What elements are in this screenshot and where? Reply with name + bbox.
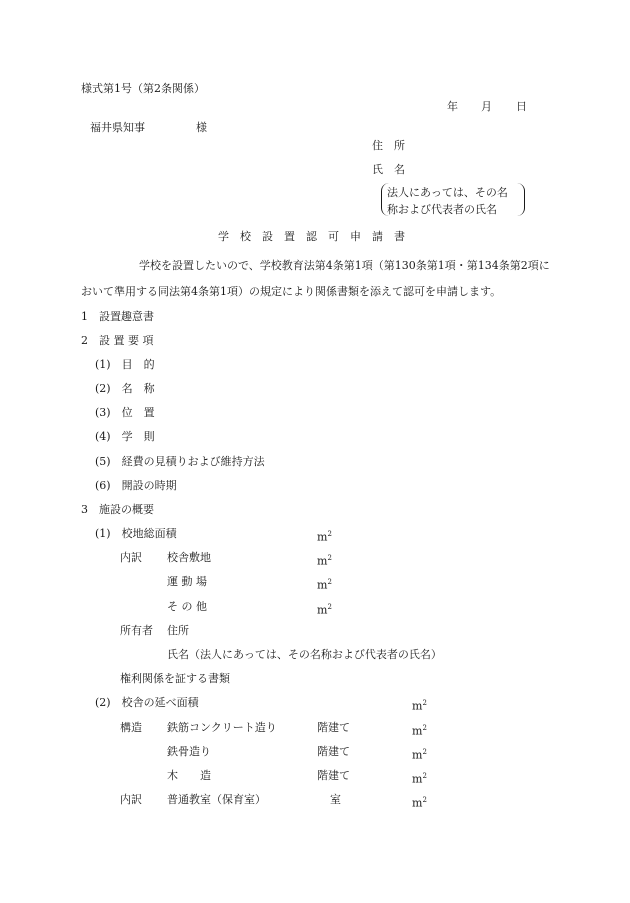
rights-documents: 権利関係を証する書類 [120, 672, 230, 685]
unit-sq-meter [412, 721, 427, 739]
unit-sq-meter [412, 745, 427, 763]
unit-sq-meter [317, 575, 332, 593]
unit-exp: 2 [422, 699, 427, 707]
unit-m: m [317, 578, 328, 592]
unit-sq-meter [412, 769, 427, 787]
date-month-label: 月 [481, 100, 492, 113]
unit-exp: 2 [327, 603, 332, 611]
recipient: 福井県知事 [90, 121, 145, 134]
name-label: 氏 名 [372, 163, 405, 176]
section-2-item-4: (4) 学 則 [95, 430, 155, 443]
section-1: 1 設置趣意書 [81, 310, 154, 323]
unit-m: m [317, 603, 328, 617]
unit-sq-meter [412, 793, 427, 811]
section-2: 2 設 置 要 項 [81, 334, 154, 347]
section-2-item-2: (2) 名 称 [95, 382, 155, 395]
owner-label: 所有者 [120, 624, 153, 637]
other-area: そ の 他 [167, 600, 207, 613]
structure-steel: 鉄骨造り [167, 745, 211, 758]
corporate-note-line2: 称および代表者の氏名 [387, 203, 497, 216]
unit-sq-meter [317, 527, 332, 545]
unit-sq-meter [317, 551, 332, 569]
classroom-label: 普通教室（保育室） [167, 793, 266, 806]
sports-ground: 運 動 場 [167, 575, 207, 588]
unit-m: m [317, 554, 328, 568]
unit-exp: 2 [327, 578, 332, 586]
unit-exp: 2 [422, 796, 427, 804]
site-breakdown-label: 内訳 [120, 551, 142, 564]
unit-exp: 2 [327, 530, 332, 538]
unit-m: m [412, 699, 423, 713]
unit-exp: 2 [422, 772, 427, 780]
body-line-2: おいて準用する同法第4条第1項）の規定により関係書類を添えて認可を申請します。 [81, 285, 502, 298]
owner-name-label: 氏名（法人にあっては、その名称および代表者の氏名） [167, 648, 442, 661]
section-3: 3 施設の概要 [81, 503, 154, 516]
section-3-item-2: (2) 校舎の延べ面積 [95, 696, 199, 709]
unit-m: m [412, 796, 423, 810]
floors-label: 階建て [317, 745, 350, 758]
recipient-honorific: 様 [196, 121, 207, 134]
date-day-label: 日 [516, 100, 527, 113]
unit-m: m [317, 530, 328, 544]
structure-wood: 木 造 [167, 769, 211, 782]
address-label: 住 所 [372, 139, 405, 152]
unit-exp: 2 [422, 724, 427, 732]
date-year-label: 年 [447, 100, 458, 113]
unit-sq-meter [317, 600, 332, 618]
unit-m: m [412, 772, 423, 786]
form-number: 様式第1号（第2条関係） [81, 82, 205, 95]
unit-m: m [412, 724, 423, 738]
owner-address-label: 住所 [167, 624, 189, 637]
corporate-note-line1: 法人にあっては、その名 [387, 186, 508, 199]
section-2-item-6: (6) 開設の時期 [95, 479, 177, 492]
document-title: 学 校 設 置 認 可 申 請 書 [218, 230, 405, 243]
floors-label: 階建て [317, 721, 350, 734]
school-building-site: 校舎敷地 [167, 551, 211, 564]
body-line-1: 学校を設置したいので、学校教育法第4条第1項（第130条第1項・第134条第2項に [139, 259, 550, 272]
section-2-item-3: (3) 位 置 [95, 406, 155, 419]
unit-exp: 2 [422, 748, 427, 756]
unit-m: m [412, 748, 423, 762]
unit-exp: 2 [327, 554, 332, 562]
section-2-item-1: (1) 目 的 [95, 358, 155, 371]
unit-sq-meter [412, 696, 427, 714]
structure-rc: 鉄筋コンクリート造り [167, 721, 277, 734]
room-breakdown-label: 内訳 [120, 793, 142, 806]
floors-label: 階建て [317, 769, 350, 782]
section-2-item-5: (5) 経費の見積りおよび維持方法 [95, 455, 265, 468]
room-count-label: 室 [330, 793, 341, 806]
section-3-item-1: (1) 校地総面積 [95, 527, 177, 540]
structure-label: 構造 [120, 721, 142, 734]
